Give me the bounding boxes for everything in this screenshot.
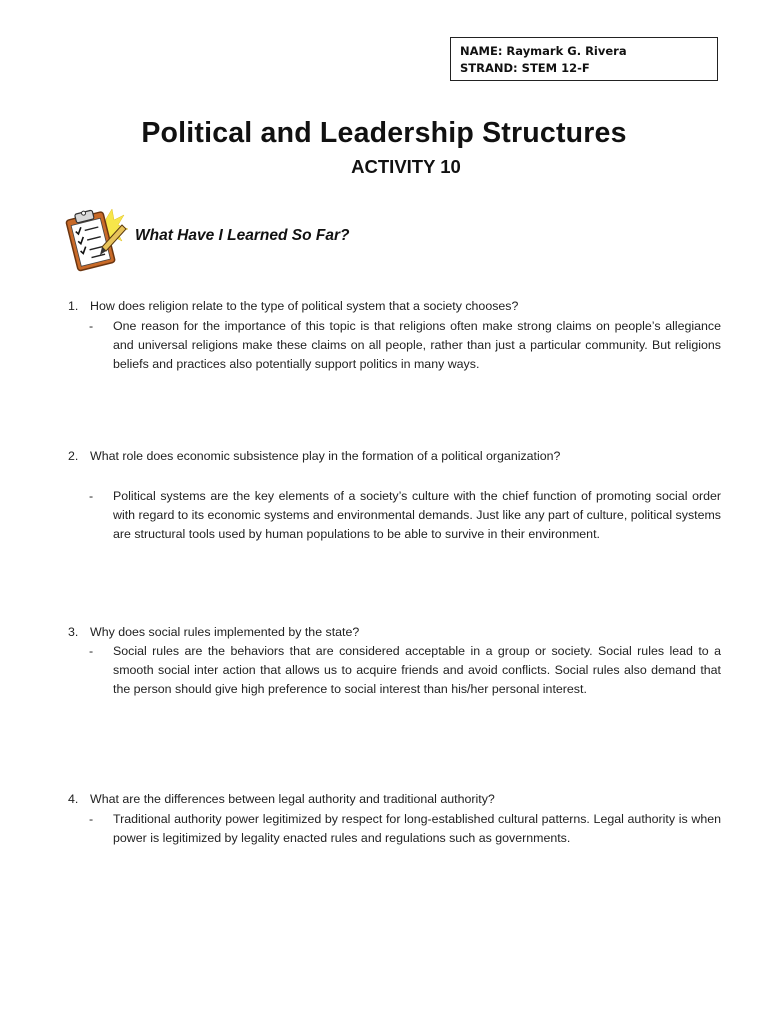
question-number: 4. (68, 792, 79, 806)
activity-subtitle: ACTIVITY 10 (351, 156, 461, 177)
answer-text: Traditional authority power legitimized by respect for long-established cultural patterns. Legal authority is when power is legitimized by legality enacted rules and regulations such as governments. (113, 812, 721, 846)
question-number: 2. (68, 449, 79, 463)
question-text: What are the differences between legal authority and traditional authority? (90, 792, 495, 806)
question-text: How does religion relate to the type of political system that a society chooses? (90, 299, 519, 313)
page-title: Political and Leadership Structures (141, 117, 627, 149)
answer-bullet: - (89, 644, 94, 658)
answer-text: One reason for the importance of this topic is that religions often make strong claims on people’s allegiance and universal religions make these claims on all people, rather than just a particular community. But religions beliefs and practices also potentially support politics in many ways. (113, 319, 721, 372)
student-strand: STRAND: STEM 12-F (460, 61, 590, 75)
answer-text: Political systems are the key elements of a society’s culture with the chief function of promoting social order with regard to its economic systems and environmental demands. Just like any part of culture, political systems are structural tools used by human populations to be able to survive in their environment. (113, 489, 721, 542)
question-text: What role does economic subsistence play in the formation of a political organization? (90, 449, 561, 463)
student-info-box (450, 37, 718, 81)
question-number: 1. (68, 299, 79, 313)
answer-bullet: - (89, 319, 94, 333)
question-text: Why does social rules implemented by the state? (90, 625, 360, 639)
clipboard-checklist-icon (62, 203, 128, 273)
answer-bullet: - (89, 812, 94, 826)
answer-bullet: - (89, 489, 94, 503)
question-number: 3. (68, 625, 79, 639)
section-heading: What Have I Learned So Far? (135, 227, 350, 244)
student-name: NAME: Raymark G. Rivera (460, 44, 627, 58)
answer-text: Social rules are the behaviors that are considered acceptable in a group or society. Social rules lead to a smooth social inter action that allows us to acquire friends and avoid conflicts. Social rules also demand that the person should give high preference to social interest than his/her personal interest. (113, 644, 721, 697)
